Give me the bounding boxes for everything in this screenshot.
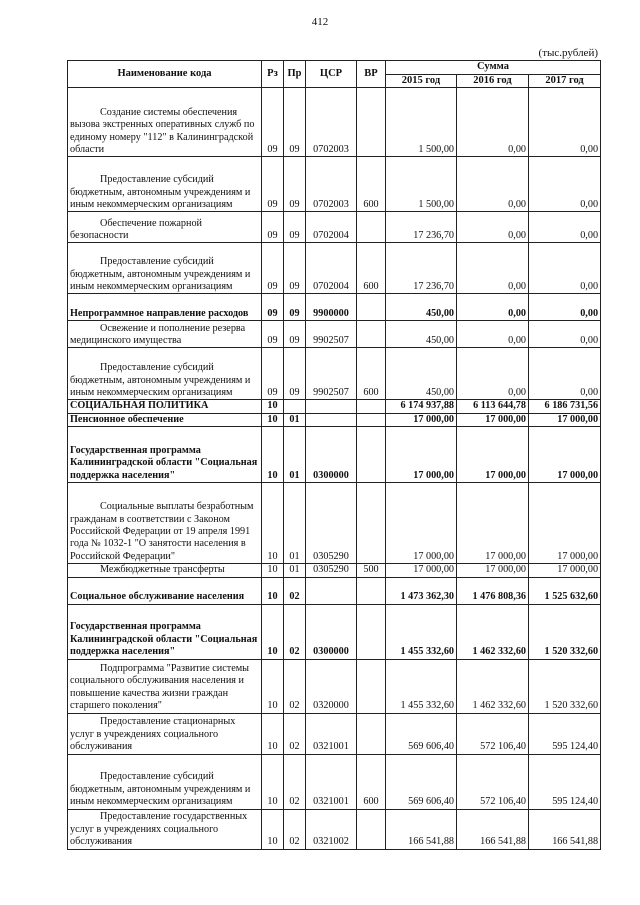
row-sum-2016: 0,00 xyxy=(457,212,529,243)
row-sum-2017: 0,00 xyxy=(529,243,601,294)
table-row xyxy=(68,427,601,483)
row-vr xyxy=(357,400,386,413)
row-pr: 09 xyxy=(284,243,306,294)
row-rz: 10 xyxy=(262,809,284,849)
row-name: Предоставление государственных услуг в учреждениях социального обслуживания xyxy=(68,809,262,849)
row-sum-2016: 17 000,00 xyxy=(457,413,529,426)
row-vr: 600 xyxy=(357,243,386,294)
row-sum-2017: 6 186 731,56 xyxy=(529,400,601,413)
row-pr: 02 xyxy=(284,577,306,604)
table-row xyxy=(68,483,601,564)
row-sum-2017: 0,00 xyxy=(529,212,601,243)
row-sum-2017: 595 124,40 xyxy=(529,713,601,754)
row-sum-2016: 0,00 xyxy=(457,348,529,400)
row-rz: 09 xyxy=(262,157,284,212)
row-csr: 0320000 xyxy=(306,659,357,713)
table-row xyxy=(68,212,601,243)
row-name: Обеспечение пожарной безопасности xyxy=(68,212,262,243)
row-sum-2016: 1 476 808,36 xyxy=(457,577,529,604)
row-sum-2015: 6 174 937,88 xyxy=(386,400,457,413)
row-sum-2017: 17 000,00 xyxy=(529,483,601,564)
row-sum-2016: 0,00 xyxy=(457,243,529,294)
row-name: Подпрограмма "Развитие системы социального обслуживания населения и повышение качества жизни граждан старшего поколения" xyxy=(68,659,262,713)
row-sum-2016: 166 541,88 xyxy=(457,809,529,849)
row-sum-2017: 0,00 xyxy=(529,157,601,212)
row-sum-2015: 569 606,40 xyxy=(386,754,457,809)
row-vr: 500 xyxy=(357,564,386,577)
row-name: Государственная программа Калининградской области "Социальная поддержка населения" xyxy=(68,427,262,483)
header-pr: Пр xyxy=(284,61,306,88)
row-sum-2016: 572 106,40 xyxy=(457,754,529,809)
table-row xyxy=(68,294,601,321)
row-rz: 10 xyxy=(262,483,284,564)
row-sum-2015: 166 541,88 xyxy=(386,809,457,849)
table-row xyxy=(68,321,601,348)
row-sum-2017: 17 000,00 xyxy=(529,413,601,426)
row-sum-2015: 17 236,70 xyxy=(386,212,457,243)
row-sum-2016: 0,00 xyxy=(457,294,529,321)
header-sum: Сумма xyxy=(386,61,601,75)
row-vr xyxy=(357,604,386,659)
row-rz: 09 xyxy=(262,243,284,294)
row-sum-2015: 450,00 xyxy=(386,294,457,321)
row-pr: 01 xyxy=(284,413,306,426)
row-vr: 600 xyxy=(357,348,386,400)
row-sum-2017: 17 000,00 xyxy=(529,427,601,483)
row-rz: 09 xyxy=(262,321,284,348)
row-name: Предоставление субсидий бюджетным, автономным учреждениям и иным некоммерческим организациям xyxy=(68,348,262,400)
row-csr xyxy=(306,400,357,413)
header-csr: ЦСР xyxy=(306,61,357,88)
table-row xyxy=(68,348,601,400)
header-year-2015: 2015 год xyxy=(386,75,457,88)
table-header xyxy=(68,61,601,88)
row-sum-2015: 569 606,40 xyxy=(386,713,457,754)
row-csr xyxy=(306,413,357,426)
row-csr: 0702003 xyxy=(306,88,357,157)
row-vr xyxy=(357,212,386,243)
table-row xyxy=(68,413,601,426)
row-csr: 0300000 xyxy=(306,604,357,659)
row-name: Непрограммное направление расходов xyxy=(68,294,262,321)
row-vr: 600 xyxy=(357,754,386,809)
unit-note: (тыс.рублей) xyxy=(538,47,598,59)
row-sum-2015: 17 000,00 xyxy=(386,564,457,577)
table-row xyxy=(68,564,601,577)
row-vr xyxy=(357,809,386,849)
table-body xyxy=(68,88,601,849)
table-row xyxy=(68,659,601,713)
row-name: Предоставление субсидий бюджетным, автономным учреждениям и иным некоммерческим организациям xyxy=(68,157,262,212)
row-csr: 0321002 xyxy=(306,809,357,849)
table-row xyxy=(68,604,601,659)
row-sum-2016: 17 000,00 xyxy=(457,564,529,577)
row-sum-2015: 450,00 xyxy=(386,321,457,348)
row-pr: 09 xyxy=(284,294,306,321)
row-rz: 10 xyxy=(262,413,284,426)
row-rz: 09 xyxy=(262,212,284,243)
row-rz: 09 xyxy=(262,348,284,400)
row-name: Предоставление субсидий бюджетным, автономным учреждениям и иным некоммерческим организациям xyxy=(68,243,262,294)
row-csr: 9900000 xyxy=(306,294,357,321)
row-name: Государственная программа Калининградской области "Социальная поддержка населения" xyxy=(68,604,262,659)
row-csr: 0702004 xyxy=(306,212,357,243)
row-vr xyxy=(357,88,386,157)
row-sum-2015: 1 473 362,30 xyxy=(386,577,457,604)
row-sum-2017: 0,00 xyxy=(529,348,601,400)
row-name: Предоставление субсидий бюджетным, автономным учреждениям и иным некоммерческим организациям xyxy=(68,754,262,809)
row-sum-2017: 1 520 332,60 xyxy=(529,604,601,659)
header-year-2017: 2017 год xyxy=(529,75,601,88)
row-csr: 0305290 xyxy=(306,483,357,564)
row-pr: 02 xyxy=(284,754,306,809)
row-sum-2017: 166 541,88 xyxy=(529,809,601,849)
row-pr: 02 xyxy=(284,659,306,713)
row-pr xyxy=(284,400,306,413)
row-name: Создание системы обеспечения вызова экстренных оперативных служб по единому номеру "112" в Калининградской области xyxy=(68,88,262,157)
row-name: СОЦИАЛЬНАЯ ПОЛИТИКА xyxy=(68,400,262,413)
row-rz: 10 xyxy=(262,659,284,713)
row-vr xyxy=(357,413,386,426)
row-vr xyxy=(357,577,386,604)
row-pr: 02 xyxy=(284,809,306,849)
table-row xyxy=(68,577,601,604)
row-pr: 09 xyxy=(284,157,306,212)
row-pr: 09 xyxy=(284,321,306,348)
row-sum-2016: 0,00 xyxy=(457,88,529,157)
budget-table xyxy=(67,60,601,850)
row-sum-2015: 17 236,70 xyxy=(386,243,457,294)
row-sum-2017: 1 520 332,60 xyxy=(529,659,601,713)
row-sum-2015: 17 000,00 xyxy=(386,427,457,483)
row-sum-2015: 17 000,00 xyxy=(386,413,457,426)
row-csr xyxy=(306,577,357,604)
row-pr: 01 xyxy=(284,483,306,564)
row-sum-2017: 595 124,40 xyxy=(529,754,601,809)
row-csr: 9902507 xyxy=(306,348,357,400)
row-sum-2016: 1 462 332,60 xyxy=(457,604,529,659)
row-name: Освежение и пополнение резерва медицинского имущества xyxy=(68,321,262,348)
row-pr: 09 xyxy=(284,348,306,400)
row-csr: 0702004 xyxy=(306,243,357,294)
row-sum-2017: 17 000,00 xyxy=(529,564,601,577)
row-name: Социальные выплаты безработным гражданам в соответствии с Законом Российской Федерации от 19 апреля 1991 года № 1032-1 "О занятости населения в Российской Федерации" xyxy=(68,483,262,564)
row-name: Предоставление стационарных услуг в учреждениях социального обслуживания xyxy=(68,713,262,754)
header-vr: ВР xyxy=(357,61,386,88)
row-vr: 600 xyxy=(357,157,386,212)
row-csr: 0321001 xyxy=(306,754,357,809)
row-sum-2015: 1 500,00 xyxy=(386,88,457,157)
row-vr xyxy=(357,713,386,754)
row-csr: 0300000 xyxy=(306,427,357,483)
row-sum-2016: 6 113 644,78 xyxy=(457,400,529,413)
header-rz: Рз xyxy=(262,61,284,88)
row-sum-2016: 17 000,00 xyxy=(457,483,529,564)
row-name: Межбюджетные трансферты xyxy=(68,564,262,577)
row-pr: 02 xyxy=(284,713,306,754)
row-rz: 10 xyxy=(262,564,284,577)
row-rz: 10 xyxy=(262,713,284,754)
row-sum-2017: 0,00 xyxy=(529,294,601,321)
table-row xyxy=(68,400,601,413)
row-sum-2016: 1 462 332,60 xyxy=(457,659,529,713)
header-name: Наименование кода xyxy=(68,61,262,88)
row-pr: 01 xyxy=(284,564,306,577)
row-sum-2016: 0,00 xyxy=(457,321,529,348)
row-sum-2017: 1 525 632,60 xyxy=(529,577,601,604)
row-sum-2015: 17 000,00 xyxy=(386,483,457,564)
table-row xyxy=(68,754,601,809)
row-rz: 10 xyxy=(262,754,284,809)
page-number: 412 xyxy=(311,16,329,28)
table-row xyxy=(68,157,601,212)
row-rz: 09 xyxy=(262,88,284,157)
row-sum-2015: 1 455 332,60 xyxy=(386,604,457,659)
row-sum-2016: 17 000,00 xyxy=(457,427,529,483)
table-row xyxy=(68,243,601,294)
table-row xyxy=(68,809,601,849)
row-csr: 0305290 xyxy=(306,564,357,577)
row-pr: 09 xyxy=(284,88,306,157)
row-pr: 02 xyxy=(284,604,306,659)
row-pr: 01 xyxy=(284,427,306,483)
row-vr xyxy=(357,321,386,348)
row-rz: 10 xyxy=(262,427,284,483)
row-name: Социальное обслуживание населения xyxy=(68,577,262,604)
row-sum-2016: 572 106,40 xyxy=(457,713,529,754)
row-pr: 09 xyxy=(284,212,306,243)
row-vr xyxy=(357,659,386,713)
row-rz: 09 xyxy=(262,294,284,321)
row-rz: 10 xyxy=(262,604,284,659)
row-sum-2015: 1 455 332,60 xyxy=(386,659,457,713)
row-sum-2016: 0,00 xyxy=(457,157,529,212)
table-row xyxy=(68,88,601,157)
row-csr: 0702003 xyxy=(306,157,357,212)
row-rz: 10 xyxy=(262,577,284,604)
row-vr xyxy=(357,483,386,564)
row-csr: 9902507 xyxy=(306,321,357,348)
row-sum-2015: 450,00 xyxy=(386,348,457,400)
row-rz: 10 xyxy=(262,400,284,413)
row-csr: 0321001 xyxy=(306,713,357,754)
row-sum-2017: 0,00 xyxy=(529,321,601,348)
header-year-2016: 2016 год xyxy=(457,75,529,88)
row-name: Пенсионное обеспечение xyxy=(68,413,262,426)
row-vr xyxy=(357,294,386,321)
row-vr xyxy=(357,427,386,483)
table-row xyxy=(68,713,601,754)
row-sum-2015: 1 500,00 xyxy=(386,157,457,212)
row-sum-2017: 0,00 xyxy=(529,88,601,157)
